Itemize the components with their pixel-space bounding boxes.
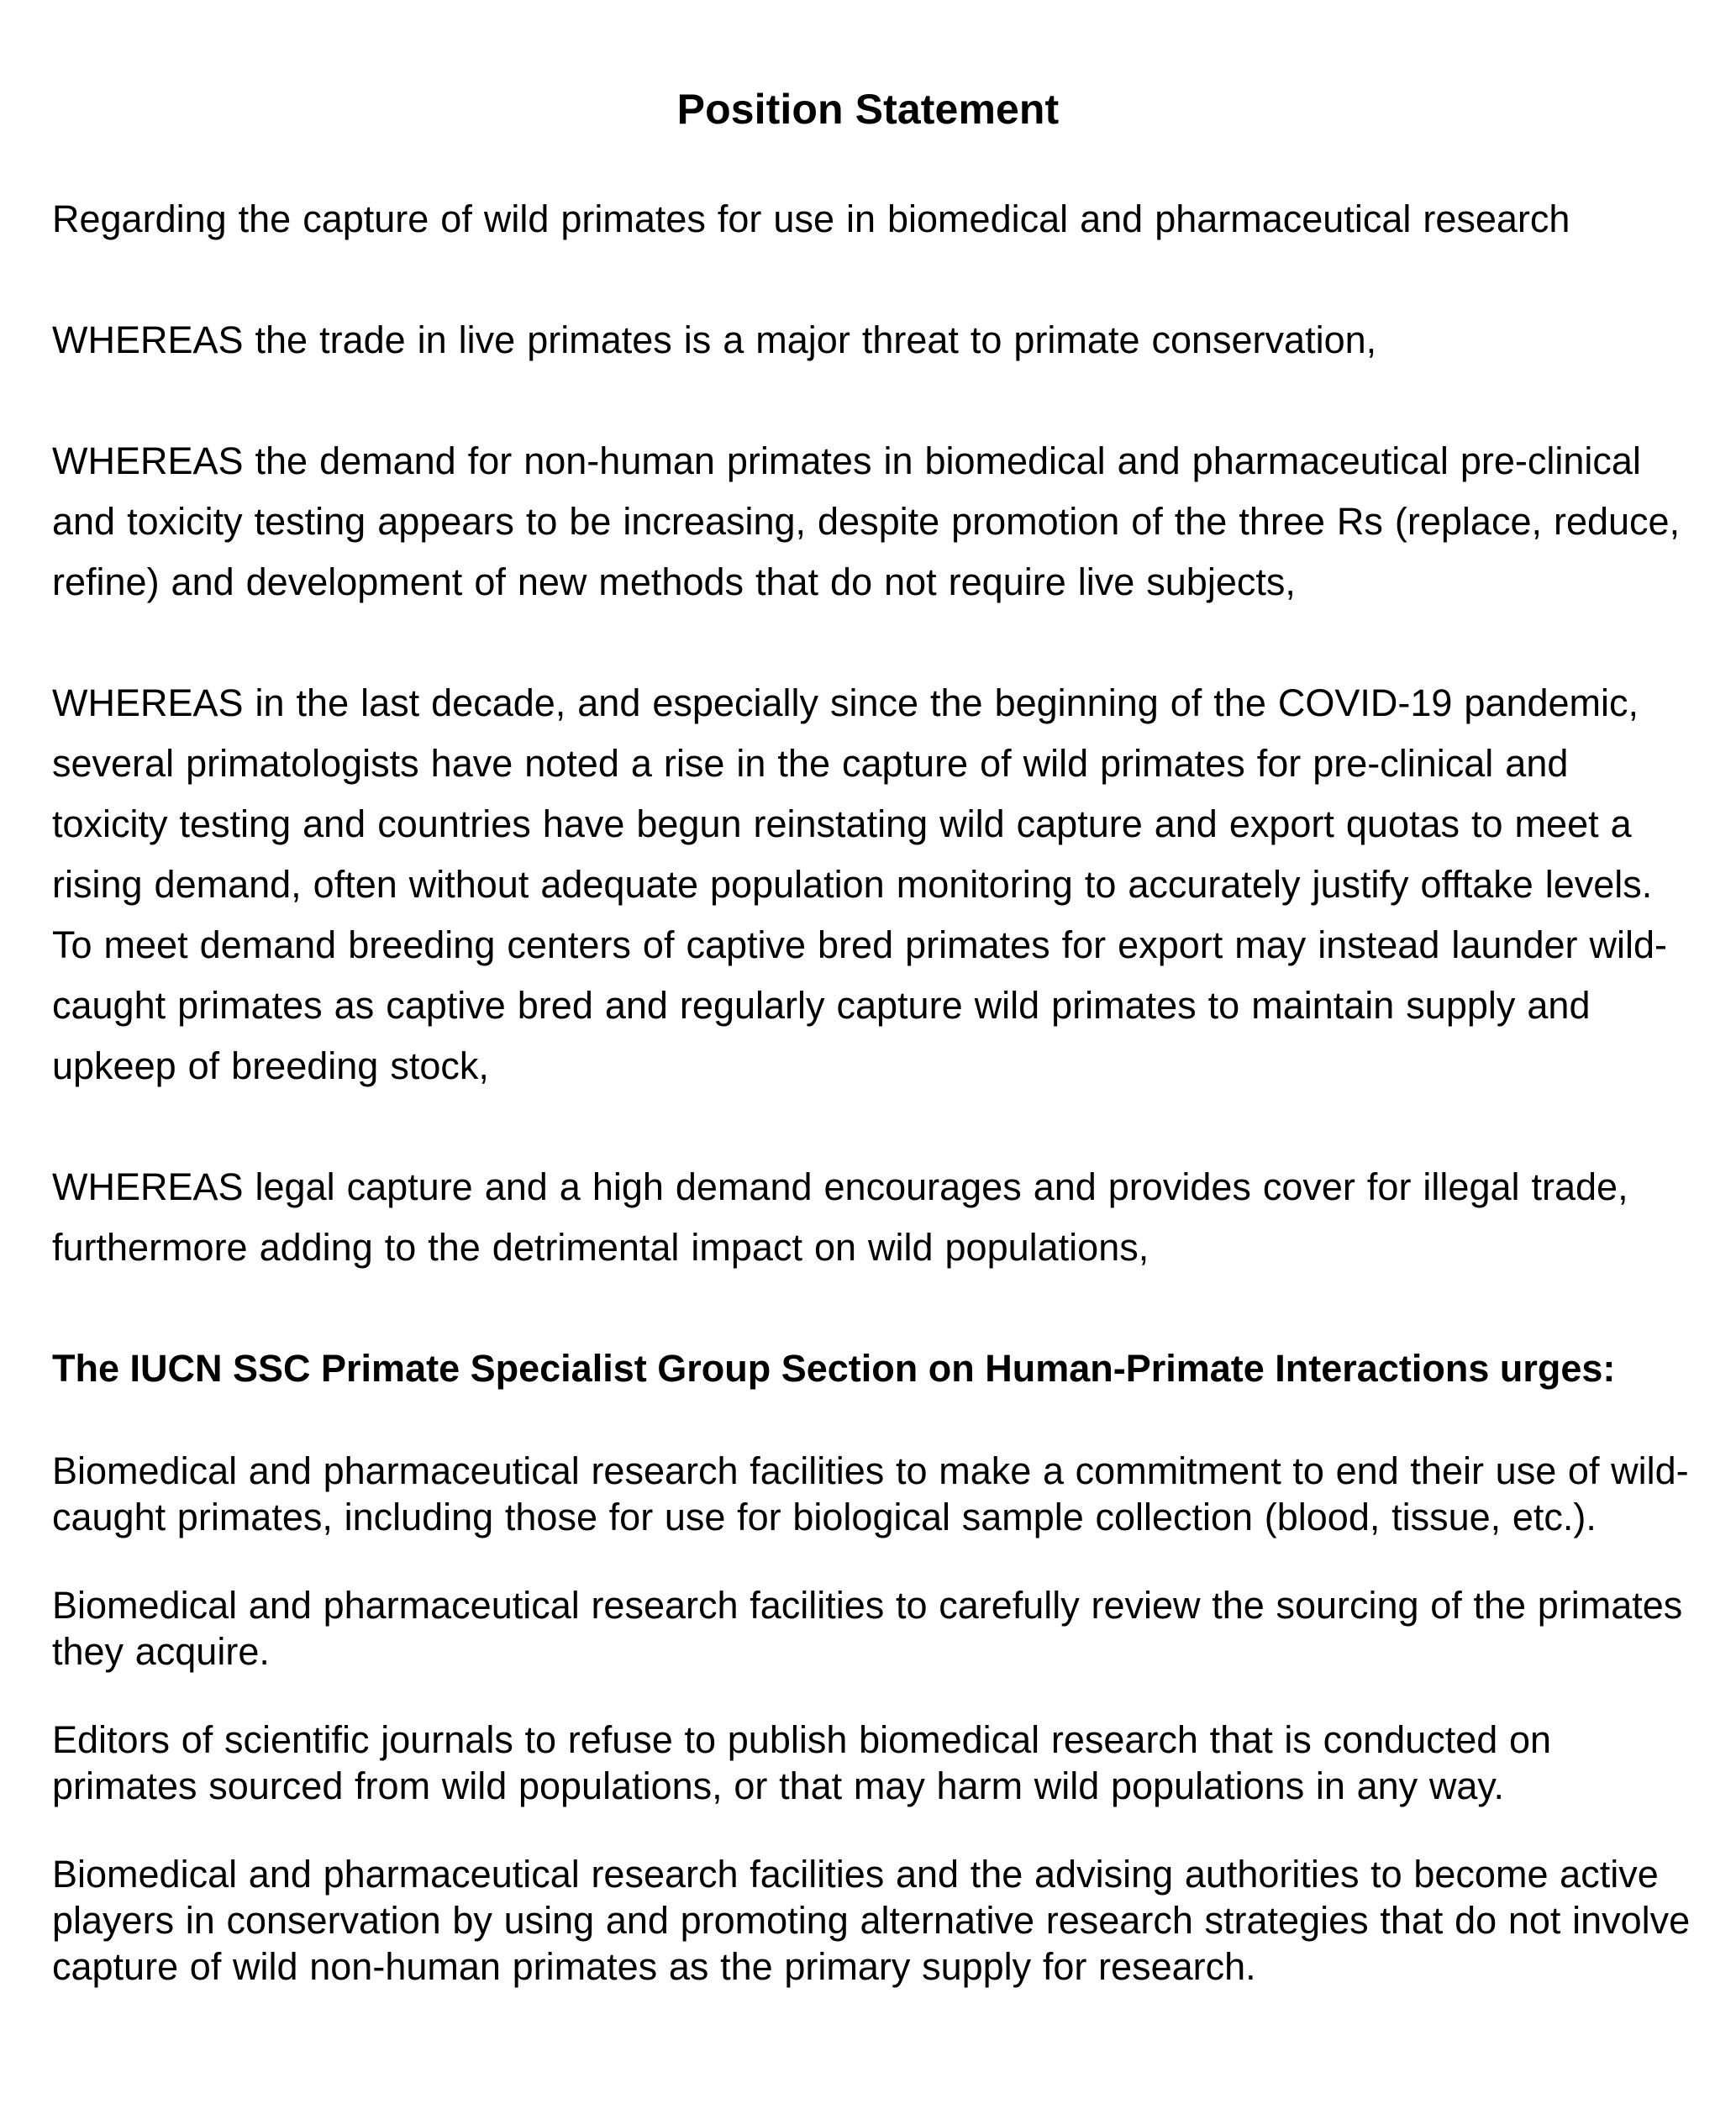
document-subtitle: Regarding the capture of wild primates for use in biomedical and pharmaceutical research — [52, 197, 1570, 240]
whereas-clause-1: WHEREAS the trade in live primates is a major threat to primate conservation, — [52, 318, 1377, 361]
whereas-clause-2: WHEREAS the demand for non-human primates in biomedical and pharmaceutical pre-clinical and toxicity testing appears to be increasing, despite promotion of the three Rs (replace, reduce, refine) and development of new methods that do not require live subjects, — [52, 439, 1681, 603]
page-title: Position Statement — [676, 86, 1060, 133]
urges-item-4: Biomedical and pharmaceutical research facilities and the advising authorities to become active players in conservation by using and promoting alternative research strategies that do not involve capture of wild non-human primates as the primary supply for research. — [52, 1853, 1691, 1988]
urges-item-1: Biomedical and pharmaceutical research facilities to make a commitment to end their use of wild-caught primates, including those for use for biological sample collection (blood, tissue, etc.). — [52, 1449, 1689, 1538]
whereas-clause-4: WHEREAS legal capture and a high demand encourages and provides cover for illegal trade, furthermore adding to the detrimental impact on wild populations, — [52, 1165, 1628, 1269]
urges-heading: The IUCN SSC Primate Specialist Group Section on Human-Primate Interactions urges: — [52, 1347, 1616, 1390]
urges-item-3: Editors of scientific journals to refuse to publish biomedical research that is conducted on primates sourced from wild populations, or that may harm wild populations in any way. — [52, 1718, 1552, 1807]
urges-item-2: Biomedical and pharmaceutical research facilities to carefully review the sourcing of the primates they acquire. — [52, 1584, 1683, 1673]
document-body — [0, 189, 1736, 1990]
whereas-clause-3: WHEREAS in the last decade, and especially since the beginning of the COVID-19 pandemic, several primatologists have noted a rise in the capture of wild primates for pre-clinical and toxicity testing and countries have begun reinstating wild capture and export quotas to meet a rising demand, often without adequate population monitoring to accurately justify offtake levels. To meet demand breeding centers of captive bred primates for export may instead launder wild-caught primates as captive bred and regularly capture wild primates to maintain supply and upkeep of breeding stock, — [52, 681, 1667, 1087]
